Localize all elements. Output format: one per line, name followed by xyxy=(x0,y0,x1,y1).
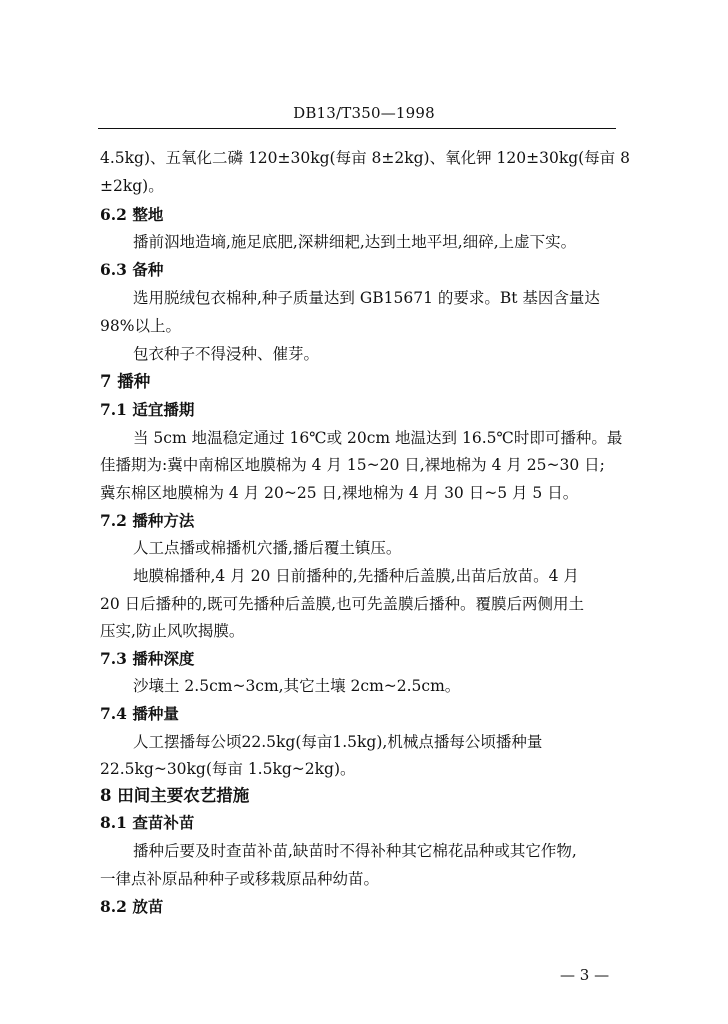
body-line: 选用脱绒包衣棉种,种子质量达到 GB15671 的要求。Bt 基因含量达 xyxy=(133,289,600,307)
body-line: 冀东棉区地膜棉为 4 月 20~25 日,裸地棉为 4 月 30 日~5 月 5 日。 xyxy=(100,484,579,502)
body-line: 压实,防止风吹揭膜。 xyxy=(100,622,245,640)
section-heading-6-2: 6.2 整地 xyxy=(100,205,164,224)
section-heading-7-4: 7.4 播种量 xyxy=(100,704,179,723)
body-line: ±2kg)。 xyxy=(100,177,164,195)
body-line: 一律点补原品种种子或移栽原品种幼苗。 xyxy=(100,870,380,888)
body-line: 当 5cm 地温稳定通过 16℃或 20cm 地温达到 16.5℃时即可播种。最 xyxy=(133,429,623,447)
body-line: 沙壤土 2.5cm~3cm,其它土壤 2cm~2.5cm。 xyxy=(133,677,461,695)
section-heading-7-1: 7.1 适宜播期 xyxy=(100,400,195,419)
body-line: 4.5kg)、五氧化二磷 120±30kg(每亩 8±2kg)、氧化钾 120±30kg(每亩 8 xyxy=(100,149,630,167)
section-heading-8-1: 8.1 查苗补苗 xyxy=(100,813,195,832)
body-line: 22.5kg~30kg(每亩 1.5kg~2kg)。 xyxy=(100,760,356,778)
body-line: 人工点播或棉播机穴播,播后覆土镇压。 xyxy=(133,539,402,557)
section-heading-7-3: 7.3 播种深度 xyxy=(100,649,195,668)
body-line: 播种后要及时查苗补苗,缺苗时不得补种其它棉花品种或其它作物, xyxy=(133,842,577,860)
page-number: — 3 — xyxy=(560,966,610,984)
section-heading-7-2: 7.2 播种方法 xyxy=(100,511,195,530)
body-line: 播前泅地造墒,施足底肥,深耕细耙,达到土地平坦,细碎,上虚下实。 xyxy=(133,233,577,251)
body-line: 包衣种子不得浸种、催芽。 xyxy=(133,345,320,363)
body-line: 20 日后播种的,既可先播种后盖膜,也可先盖膜后播种。覆膜后两侧用土 xyxy=(100,595,585,613)
section-heading-6-3: 6.3 备种 xyxy=(100,260,164,279)
section-heading-7: 7 播种 xyxy=(100,372,151,391)
body-line: 佳播期为:冀中南棉区地膜棉为 4 月 15~20 日,裸地棉为 4 月 25~30 日; xyxy=(100,456,605,474)
body-line: 98%以上。 xyxy=(100,317,181,335)
body-line: 人工摆播每公顷22.5kg(每亩1.5kg),机械点播每公顷播种量 xyxy=(133,733,543,751)
header-rule xyxy=(98,128,616,129)
body-line: 地膜棉播种,4 月 20 日前播种的,先播种后盖膜,出苗后放苗。4 月 xyxy=(133,567,579,585)
section-heading-8-2: 8.2 放苗 xyxy=(100,897,164,916)
standard-code-header: DB13/T350—1998 xyxy=(293,104,435,122)
section-heading-8: 8 田间主要农艺措施 xyxy=(100,786,250,805)
